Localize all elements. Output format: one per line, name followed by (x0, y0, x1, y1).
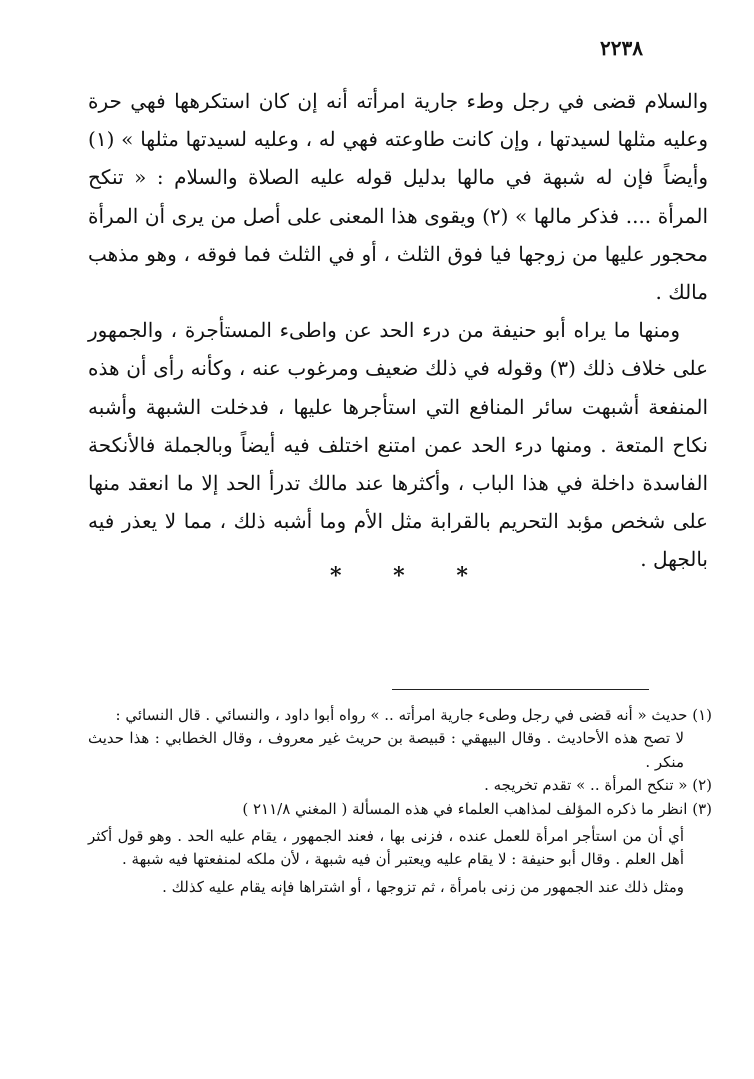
footnote-2: (٢) « تنكح المرأة .. » تقدم تخريجه . (484, 776, 712, 795)
footnote-3-continuation: أي أن من استأجر امرأة للعمل عنده ، فزنى بها ، فعند الجمهور ، يقام عليه الحد . وهو قول أكثر أهل العلم . وقال أبو حنيفة : لا يقام عليه ويعتبر أن فيه شبهة ، لأن ملكه لمنفعتها فيه شبهة . (88, 827, 684, 869)
footnote-3: (٣) انظر ما ذكره المؤلف لمذاهب العلماء في هذه المسألة ( المغني ٢١١/٨ ) (242, 799, 712, 818)
footnote-3-continuation-2: ومثل ذلك عند الجمهور من زنى بامرأة ، ثم تزوجها ، أو اشتراها فإنه يقام عليه كذلك . (162, 877, 684, 896)
paragraph-2: ومنها ما يراه أبو حنيفة من درء الحد عن واطىء المستأجرة ، والجمهور على خلاف ذلك (٣) وقوله في ذلك ضعيف ومرغوب عنه ، وكأنه رأى أن هذه المنفعة أشبهت سائر المنافع التي استأجرها عليها ، فدخلت الشبهة وأشبه نكاح المتعة . ومنها درء الحد عمن امتنع اختلف فيه أيضاً وبالجملة فالأنكحة الفاسدة داخلة في هذا الباب ، وأكثرها عند مالك تدرأ الحد إلا ما انعقد منها على شخص مؤبد التحريم بالقرابة مثل الأم وما أشبه ذلك ، مما لا يعذر فيه بالجهل . (88, 318, 709, 572)
footnote-1-continuation: لا تصح هذه الأحاديث . وقال البيهقي : قبيصة بن حريث غير معروف ، وقال الخطابي : هذا حديث منكر . (88, 729, 684, 771)
main-text (88, 82, 708, 579)
footnote-rule (392, 689, 649, 690)
page-number: ٢٢٣٨ (600, 36, 643, 60)
footnotes (88, 704, 712, 899)
paragraph-1: والسلام قضى في رجل وطء جارية امرأته أنه إن كان استكرهها فهي حرة وعليه مثلها لسيدتها ، وإن كانت طاوعته فهي له ، وعليه لسيدتها مثلها » (١) وأيضاً فإن له شبهة في مالها بدليل قوله عليه الصلاة والسلام : « تنكح المرأة .... فذكر مالها » (٢) ويقوى هذا المعنى على أصل من يرى أن المرأة محجور عليها من زوجها فيا فوق الثلث ، أو في الثلث فما فوقه ، وهو مذهب مالك . (88, 89, 708, 305)
section-separator: * * * (330, 563, 490, 589)
footnote-1: (١) حديث « أنه قضى في رجل وطىء جارية امرأته .. » رواه أبوا داود ، والنسائي . قال النسائي : (115, 706, 712, 724)
